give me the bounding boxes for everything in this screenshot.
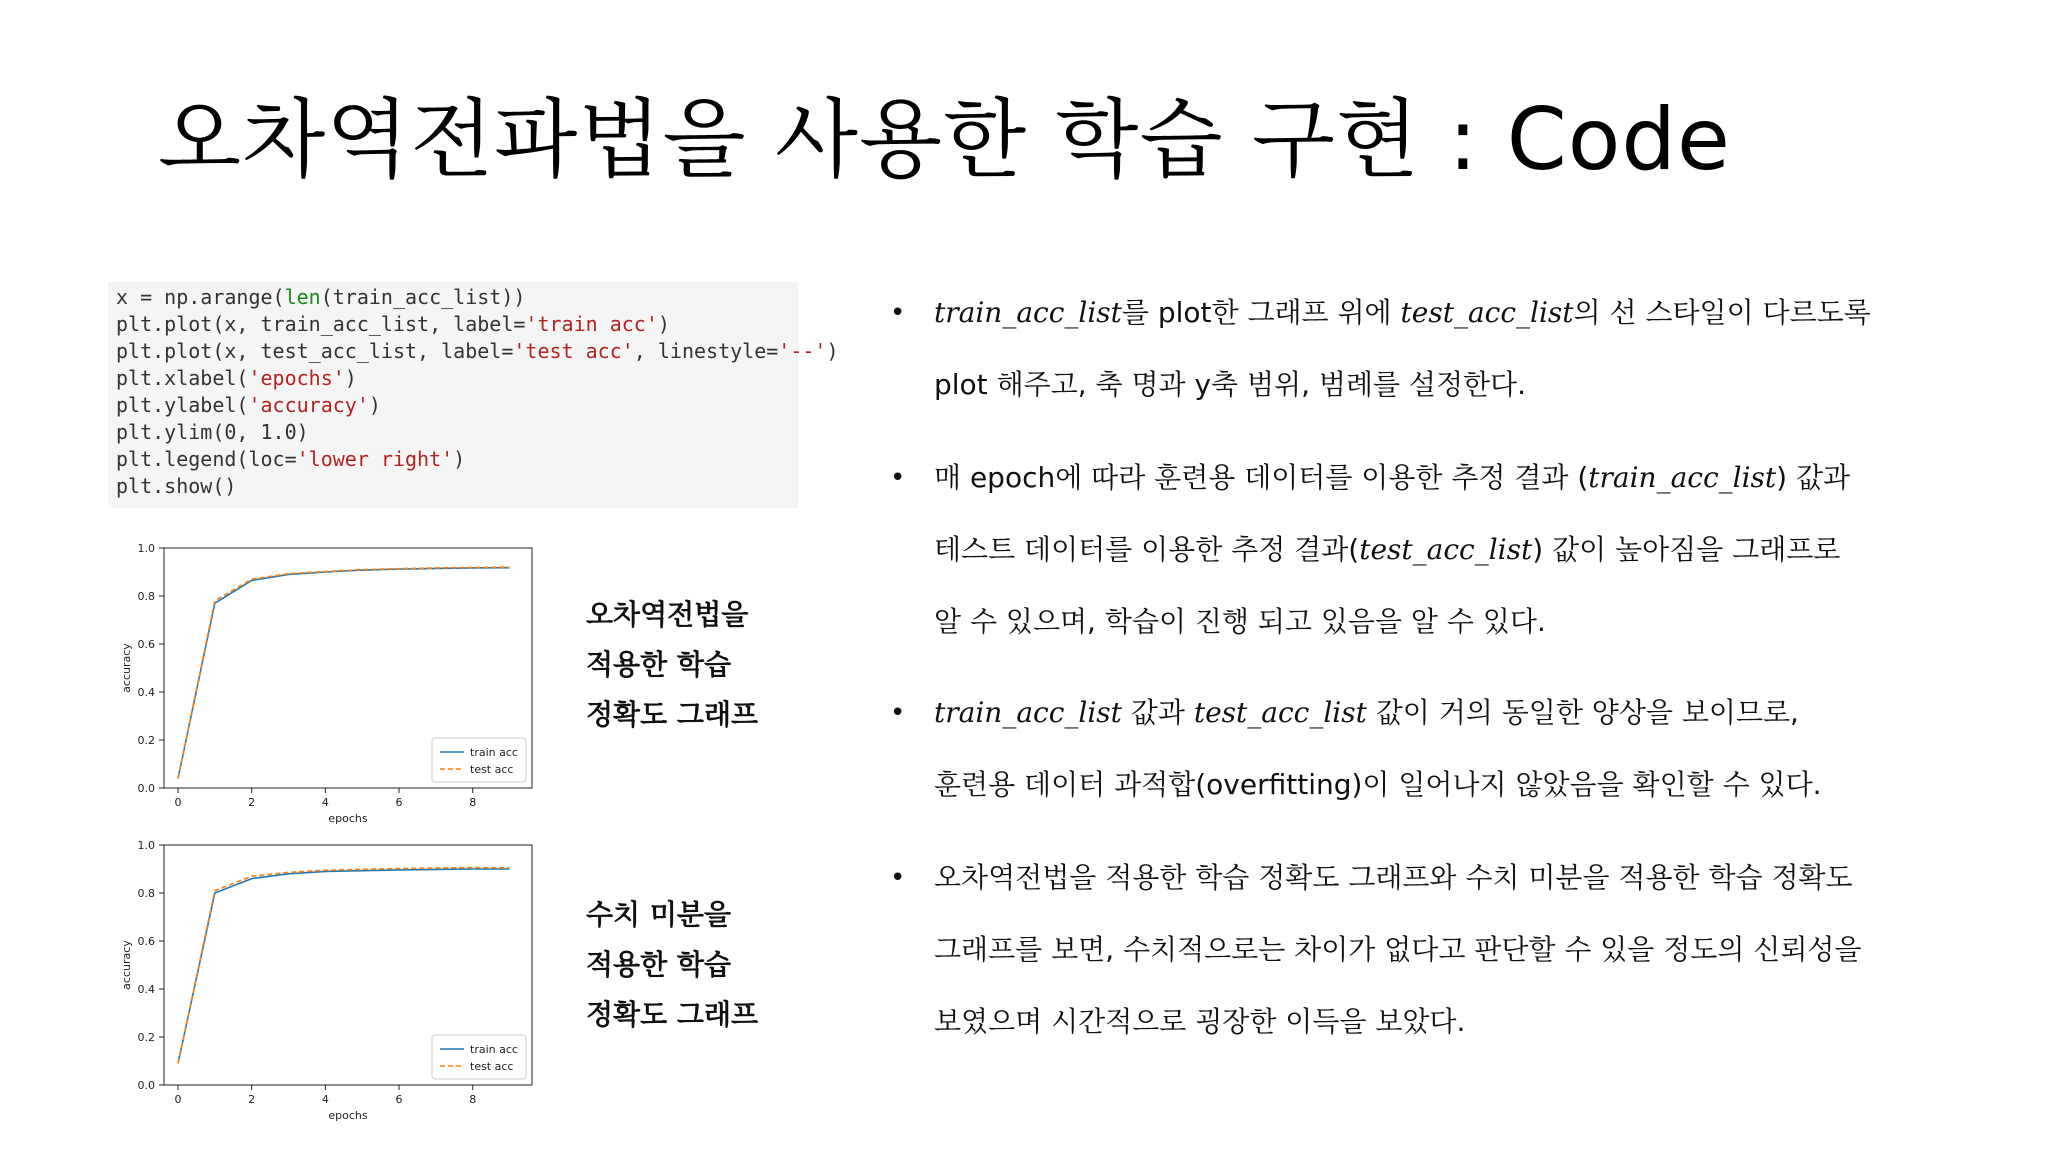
bullet-text: 알 수 있으며, 학습이 진행 되고 있음을 알 수 있다. — [934, 605, 1546, 638]
caption-line: 수치 미분을 — [586, 898, 731, 931]
code-line — [116, 284, 525, 311]
caption-line: 정확도 그래프 — [586, 698, 759, 731]
bullet-text: 오차역전법을 적용한 학습 정확도 그래프와 수치 미분을 적용한 학습 정확도 — [934, 861, 1853, 894]
x-tick-label: 2 — [248, 1093, 256, 1106]
bullet-dot-icon: • — [890, 463, 906, 493]
bullet-line — [934, 288, 1871, 338]
code-token: x = np.arange( — [116, 285, 285, 309]
bullet-dot-icon: • — [890, 298, 906, 328]
bullet-line — [934, 760, 1822, 810]
x-tick-label: 8 — [469, 796, 477, 809]
bullet-text: 를 plot한 그래프 위에 — [1121, 296, 1401, 329]
bullet-text: train_acc_list — [934, 296, 1122, 329]
code-token: plt.xlabel( — [116, 366, 249, 390]
x-tick-label: 4 — [321, 796, 329, 809]
code-token: , linestyle= — [633, 339, 779, 363]
bullet-line — [934, 853, 1853, 903]
bullet-line — [934, 688, 1799, 738]
y-tick-label: 0.6 — [137, 638, 155, 651]
x-tick-label: 0 — [174, 796, 182, 809]
legend-label: train acc — [470, 746, 518, 759]
code-token: plt.ylim(0, 1.0) — [116, 420, 309, 444]
x-axis-label: epochs — [328, 812, 368, 825]
x-tick-label: 0 — [174, 1093, 182, 1106]
bullet-line — [934, 360, 1526, 410]
bullet-text: 훈련용 데이터 과적합(overfitting)이 일어나지 않았음을 확인할 수 있다. — [934, 768, 1822, 801]
bullet-dot-icon: • — [890, 863, 906, 893]
code-line — [116, 446, 465, 473]
code-token: ) — [657, 312, 670, 336]
bullet-text: 값과 — [1121, 696, 1194, 729]
code-line — [116, 338, 839, 365]
chart-svg — [108, 538, 548, 838]
bullet-text: test_acc_list — [1193, 696, 1367, 729]
numerical-gradient-accuracy-chart — [108, 835, 548, 1139]
caption-line: 적용한 학습 — [586, 648, 731, 681]
y-tick-label: 0.0 — [137, 782, 155, 795]
y-tick-label: 0.6 — [137, 935, 155, 948]
code-line — [116, 311, 670, 338]
code-token: 'train acc' — [525, 312, 658, 336]
bullet-text: test_acc_list — [1359, 533, 1533, 566]
bullet-text: plot 해주고, 축 명과 y축 범위, 범례를 설정한다. — [934, 368, 1527, 401]
y-tick-label: 0.8 — [137, 590, 155, 603]
bullet-text: 테스트 데이터를 이용한 추정 결과( — [934, 533, 1360, 566]
x-tick-label: 6 — [395, 796, 403, 809]
bullet-line — [934, 925, 1862, 975]
code-token: plt.ylabel( — [116, 393, 249, 417]
bullet-text: ) 값과 — [1776, 461, 1851, 494]
y-tick-label: 0.8 — [137, 887, 155, 900]
x-tick-label: 6 — [395, 1093, 403, 1106]
y-tick-label: 0.2 — [137, 1031, 155, 1044]
chart-svg — [108, 835, 548, 1135]
y-tick-label: 0.4 — [137, 686, 155, 699]
backprop-accuracy-chart — [108, 538, 548, 842]
code-token: ) — [826, 339, 839, 363]
code-token: plt.show() — [116, 474, 237, 498]
code-token: ) — [344, 366, 357, 390]
bullet-line — [934, 525, 1840, 575]
code-line — [116, 392, 381, 419]
bullet-text: train_acc_list — [934, 696, 1122, 729]
code-token: 'epochs' — [248, 366, 345, 390]
caption-line: 오차역전법을 — [586, 598, 749, 631]
bullet-text: ) 값이 높아짐을 그래프로 — [1532, 533, 1841, 566]
code-token: (train_acc_list)) — [320, 285, 526, 309]
bullet-text: 보였으며 시간적으로 굉장한 이득을 보았다. — [934, 1005, 1466, 1038]
bullet-text: 그래프를 보면, 수치적으로는 차이가 없다고 판단할 수 있을 정도의 신뢰성을 — [934, 933, 1862, 966]
bullet-line — [934, 597, 1546, 647]
legend-label: train acc — [470, 1043, 518, 1056]
y-axis-label: accuracy — [120, 940, 133, 990]
slide-title: 오차역전파법을 사용한 학습 구현 : Code — [158, 90, 1731, 190]
chart-caption-bottom — [586, 890, 758, 1040]
caption-line: 정확도 그래프 — [586, 998, 759, 1031]
code-token: ) — [368, 393, 381, 417]
y-tick-label: 1.0 — [137, 839, 155, 852]
code-token: plt.legend(loc= — [116, 447, 297, 471]
x-tick-label: 4 — [321, 1093, 329, 1106]
code-token: plt.plot(x, test_acc_list, label= — [116, 339, 514, 363]
bullet-text: 매 epoch에 따라 훈련용 데이터를 이용한 추정 결과 ( — [934, 461, 1589, 494]
code-line — [116, 473, 236, 500]
bullet-dot-icon: • — [890, 698, 906, 728]
bullet-line — [934, 453, 1850, 503]
y-axis-label: accuracy — [120, 643, 133, 693]
x-tick-label: 8 — [469, 1093, 477, 1106]
legend-label: test acc — [470, 1060, 514, 1073]
code-token: 'accuracy' — [248, 393, 369, 417]
code-token: 'lower right' — [296, 447, 454, 471]
y-tick-label: 0.0 — [137, 1079, 155, 1092]
bullet-text: test_acc_list — [1400, 296, 1574, 329]
bullet-text: train_acc_list — [1588, 461, 1777, 494]
caption-line: 적용한 학습 — [586, 948, 731, 981]
y-tick-label: 0.2 — [137, 734, 155, 747]
code-token: ) — [453, 447, 466, 471]
code-line — [116, 365, 357, 392]
code-token: '--' — [778, 339, 827, 363]
code-block — [108, 282, 839, 508]
bullet-text: 값이 거의 동일한 양상을 보이므로, — [1366, 696, 1799, 729]
legend-label: test acc — [470, 763, 514, 776]
bullet-text: 의 선 스타일이 다르도록 — [1573, 296, 1871, 329]
code-token: plt.plot(x, train_acc_list, label= — [116, 312, 526, 336]
x-tick-label: 2 — [248, 796, 256, 809]
x-axis-label: epochs — [328, 1109, 368, 1122]
y-tick-label: 0.4 — [137, 983, 155, 996]
chart-caption-top — [586, 590, 758, 740]
code-token: len — [284, 285, 321, 309]
bullet-line — [934, 997, 1465, 1047]
y-tick-label: 1.0 — [137, 542, 155, 555]
code-line — [116, 419, 309, 446]
code-token: 'test acc' — [513, 339, 634, 363]
